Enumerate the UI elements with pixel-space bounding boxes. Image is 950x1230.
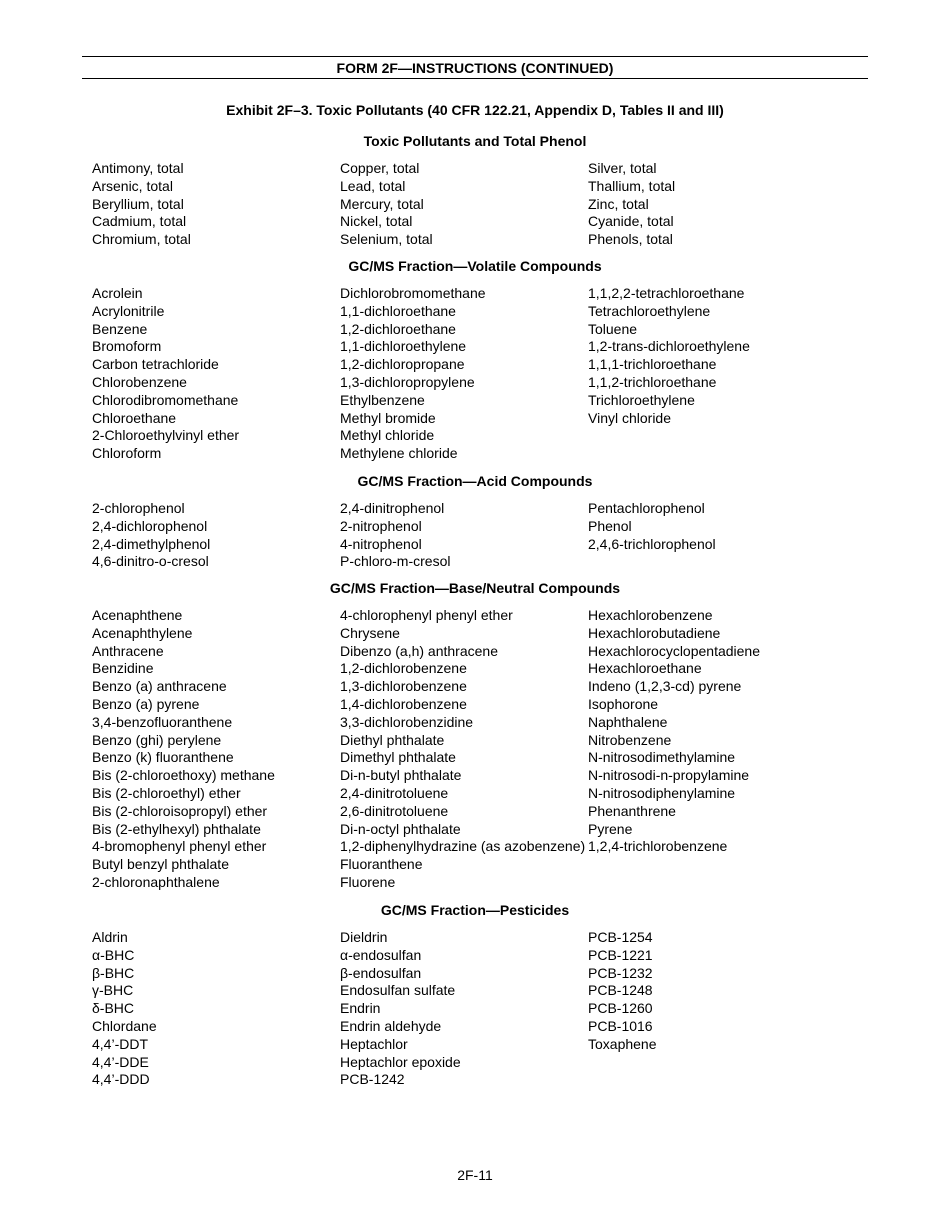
pollutant-item: Phenols, total <box>588 231 673 248</box>
pollutant-item: N-nitrosodi-n-propylamine <box>588 767 750 784</box>
pollutant-item: 1,2-diphenylhydrazine (as azobenzene) <box>340 838 586 855</box>
section-acid-col-2 <box>340 500 450 571</box>
pollutant-item: 4,4’-DDE <box>92 1053 149 1070</box>
pollutant-item: 1,1,2,2-tetrachloroethane <box>588 285 745 301</box>
pollutant-item: Chloroethane <box>92 409 177 426</box>
pollutant-item: PCB-1232 <box>588 964 653 981</box>
pollutant-item: 2-nitrophenol <box>340 517 422 534</box>
pollutant-item: 2,4-dichlorophenol <box>92 517 208 534</box>
section-volatile-col-3 <box>588 285 750 427</box>
pollutant-item: α-endosulfan <box>340 946 422 963</box>
pollutant-item: Endrin aldehyde <box>340 1017 442 1034</box>
section-heading-volatile: GC/MS Fraction—Volatile Compounds <box>348 258 602 274</box>
pollutant-item: Benzene <box>92 320 148 337</box>
pollutant-item: Lead, total <box>340 177 406 194</box>
pollutant-item: δ-BHC <box>92 1000 135 1017</box>
pollutant-item: PCB-1221 <box>588 946 653 963</box>
page-number: 2F-11 <box>457 1167 493 1183</box>
pollutant-item: Carbon tetrachloride <box>92 356 219 373</box>
section-base-neutral-col-3 <box>588 607 760 856</box>
pollutant-item: Dieldrin <box>340 929 388 945</box>
pollutant-item: Butyl benzyl phthalate <box>92 856 229 873</box>
pollutant-item: Phenol <box>588 517 632 534</box>
pollutant-item: Beryllium, total <box>92 195 184 212</box>
pollutant-item: Phenanthrene <box>588 802 676 819</box>
form-header <box>82 56 868 79</box>
pollutant-item: 1,1-dichloroethane <box>340 302 456 319</box>
pollutant-item: Copper, total <box>340 160 420 176</box>
pollutant-item: Di-n-butyl phthalate <box>340 767 462 784</box>
section-base-neutral-col-1 <box>92 607 275 892</box>
pollutant-item: 2,4-dinitrophenol <box>340 500 445 516</box>
pollutant-item: Thallium, total <box>588 177 676 194</box>
section-volatile-col-2 <box>340 285 486 463</box>
pollutant-item: Anthracene <box>92 642 164 659</box>
section-base-neutral-col-2 <box>340 607 585 892</box>
pollutant-item: 2,4-dimethylphenol <box>92 535 211 552</box>
pollutant-item: Bis (2-chloroisopropyl) ether <box>92 802 268 819</box>
pollutant-item: 2-Chloroethylvinyl ether <box>92 427 240 444</box>
pollutant-item: Bromoform <box>92 338 162 355</box>
pollutant-item: Chlordane <box>92 1017 157 1034</box>
pollutant-item: 4,6-dinitro-o-cresol <box>92 553 209 570</box>
section-heading-acid: GC/MS Fraction—Acid Compounds <box>357 473 593 489</box>
pollutant-item: Bis (2-chloroethoxy) methane <box>92 767 275 784</box>
pollutant-item: Ethylbenzene <box>340 391 425 408</box>
pollutant-item: Toluene <box>588 320 638 337</box>
section-acid-col-3 <box>588 500 716 553</box>
pollutant-item: Benzo (k) fluoranthene <box>92 749 234 766</box>
pollutant-item: 4-nitrophenol <box>340 535 422 552</box>
pollutant-item: 1,4-dichlorobenzene <box>340 695 467 712</box>
pollutant-item: 1,3-dichloropropylene <box>340 373 475 390</box>
section-toxic-pollutants-col-1 <box>92 160 191 249</box>
pollutant-item: Methyl chloride <box>340 427 435 444</box>
pollutant-item: Toxaphene <box>588 1035 657 1052</box>
pollutant-item: PCB-1248 <box>588 982 653 999</box>
pollutant-item: Hexachlorobenzene <box>588 607 713 623</box>
section-heading-pesticides: GC/MS Fraction—Pesticides <box>380 902 570 918</box>
pollutant-item: Aldrin <box>92 929 128 945</box>
pollutant-item: 1,1,2-trichloroethane <box>588 373 717 390</box>
pollutant-item: PCB-1016 <box>588 1017 653 1034</box>
pollutant-item: Chloroform <box>92 445 162 462</box>
section-pesticides-col-2 <box>340 929 461 1089</box>
pollutant-item: Cadmium, total <box>92 213 187 230</box>
pollutant-item: Antimony, total <box>92 160 184 176</box>
pollutant-item: Hexachloroethane <box>588 660 702 677</box>
pollutant-item: Fluorene <box>340 873 396 890</box>
pollutant-item: Isophorone <box>588 695 659 712</box>
pollutant-item: Endrin <box>340 1000 381 1017</box>
pollutant-item: Diethyl phthalate <box>340 731 445 748</box>
pollutant-item: α-BHC <box>92 946 135 963</box>
pollutant-item: PCB-1254 <box>588 929 653 945</box>
pollutant-item: Bis (2-chloroethyl) ether <box>92 784 241 801</box>
pollutant-item: Pyrene <box>588 820 633 837</box>
pollutant-item: Vinyl chloride <box>588 409 672 426</box>
pollutant-item: Benzo (a) pyrene <box>92 695 200 712</box>
pollutant-item: Dimethyl phthalate <box>340 749 456 766</box>
pollutant-item: Zinc, total <box>588 195 649 212</box>
pollutant-item: 1,2-dichloroethane <box>340 320 456 337</box>
pollutant-item: Heptachlor epoxide <box>340 1053 461 1070</box>
pollutant-item: 3,3-dichlorobenzidine <box>340 713 474 730</box>
exhibit-title: Exhibit 2F–3. Toxic Pollutants (40 CFR 122.21, Appendix D, Tables II and III) <box>226 102 724 118</box>
section-toxic-pollutants-col-2 <box>340 160 433 249</box>
pollutant-item: 2-chlorophenol <box>92 500 185 516</box>
section-acid-col-1 <box>92 500 210 571</box>
pollutant-item: 1,2-dichloropropane <box>340 356 465 373</box>
pollutant-item: Pentachlorophenol <box>588 500 705 516</box>
pollutant-item: Nitrobenzene <box>588 731 672 748</box>
pollutant-item: Chlorodibromomethane <box>92 391 239 408</box>
pollutant-item: Chrysene <box>340 624 400 641</box>
pollutant-item: Bis (2-ethylhexyl) phthalate <box>92 820 261 837</box>
pollutant-item: N-nitrosodimethylamine <box>588 749 736 766</box>
pollutant-item: 4,4’-DDD <box>92 1071 150 1088</box>
section-pesticides-col-1 <box>92 929 157 1089</box>
pollutant-item: Cyanide, total <box>588 213 674 230</box>
pollutant-item: Dibenzo (a,h) anthracene <box>340 642 498 659</box>
pollutant-item: N-nitrosodiphenylamine <box>588 784 736 801</box>
pollutant-item: Methylene chloride <box>340 445 458 462</box>
pollutant-item: Selenium, total <box>340 231 433 248</box>
pollutant-item: 1,2,4-trichlorobenzene <box>588 838 728 855</box>
pollutant-item: Acrylonitrile <box>92 302 165 319</box>
pollutant-item: 4-chlorophenyl phenyl ether <box>340 607 513 623</box>
pollutant-item: Naphthalene <box>588 713 668 730</box>
pollutant-item: β-endosulfan <box>340 964 422 981</box>
pollutant-item: Hexachlorobutadiene <box>588 624 721 641</box>
pollutant-item: Silver, total <box>588 160 657 176</box>
pollutant-item: Acrolein <box>92 285 143 301</box>
pollutant-item: Acenaphthylene <box>92 624 193 641</box>
pollutant-item: Benzo (a) anthracene <box>92 678 227 695</box>
section-pesticides-col-3 <box>588 929 657 1054</box>
section-heading-toxic-pollutants: Toxic Pollutants and Total Phenol <box>363 133 587 149</box>
pollutant-item: Chromium, total <box>92 231 191 248</box>
pollutant-item: PCB-1260 <box>588 1000 653 1017</box>
pollutant-item: Methyl bromide <box>340 409 436 426</box>
pollutant-item: Acenaphthene <box>92 607 183 623</box>
pollutant-item: 2-chloronaphthalene <box>92 873 220 890</box>
pollutant-item: 2,4,6-trichlorophenol <box>588 535 716 552</box>
pollutant-item: 1,2-dichlorobenzene <box>340 660 467 677</box>
pollutant-item: 4,4’-DDT <box>92 1035 149 1052</box>
section-heading-base-neutral: GC/MS Fraction—Base/Neutral Compounds <box>329 580 621 596</box>
pollutant-item: Chlorobenzene <box>92 373 187 390</box>
form-title: FORM 2F—INSTRUCTIONS (CONTINUED) <box>336 59 614 76</box>
pollutant-item: Dichlorobromomethane <box>340 285 486 301</box>
pollutant-item: Mercury, total <box>340 195 424 212</box>
pollutant-item: PCB-1242 <box>340 1071 405 1088</box>
pollutant-item: Endosulfan sulfate <box>340 982 456 999</box>
pollutant-item: Trichloroethylene <box>588 391 695 408</box>
pollutant-item: Benzo (ghi) perylene <box>92 731 222 748</box>
pollutant-item: 3,4-benzofluoranthene <box>92 713 233 730</box>
pollutant-item: 2,4-dinitrotoluene <box>340 784 449 801</box>
pollutant-item: Hexachlorocyclopentadiene <box>588 642 760 659</box>
pollutant-item: 1,1,1-trichloroethane <box>588 356 717 373</box>
pollutant-item: Heptachlor <box>340 1035 408 1052</box>
pollutant-item: β-BHC <box>92 964 135 981</box>
pollutant-item: Di-n-octyl phthalate <box>340 820 461 837</box>
pollutant-item: P-chloro-m-cresol <box>340 553 451 570</box>
pollutant-item: 2,6-dinitrotoluene <box>340 802 449 819</box>
section-volatile-col-1 <box>92 285 239 463</box>
pollutant-item: Indeno (1,2,3-cd) pyrene <box>588 678 742 695</box>
pollutant-item: 1,1-dichloroethylene <box>340 338 467 355</box>
pollutant-item: γ-BHC <box>92 982 134 999</box>
pollutant-item: 4-bromophenyl phenyl ether <box>92 838 267 855</box>
pollutant-item: Tetrachloroethylene <box>588 302 711 319</box>
pollutant-item: Benzidine <box>92 660 154 677</box>
pollutant-item: 1,3-dichlorobenzene <box>340 678 467 695</box>
pollutant-item: Arsenic, total <box>92 177 173 194</box>
pollutant-item: 1,2-trans-dichloroethylene <box>588 338 750 355</box>
pollutant-item: Nickel, total <box>340 213 413 230</box>
section-toxic-pollutants-col-3 <box>588 160 675 249</box>
pollutant-item: Fluoranthene <box>340 856 423 873</box>
